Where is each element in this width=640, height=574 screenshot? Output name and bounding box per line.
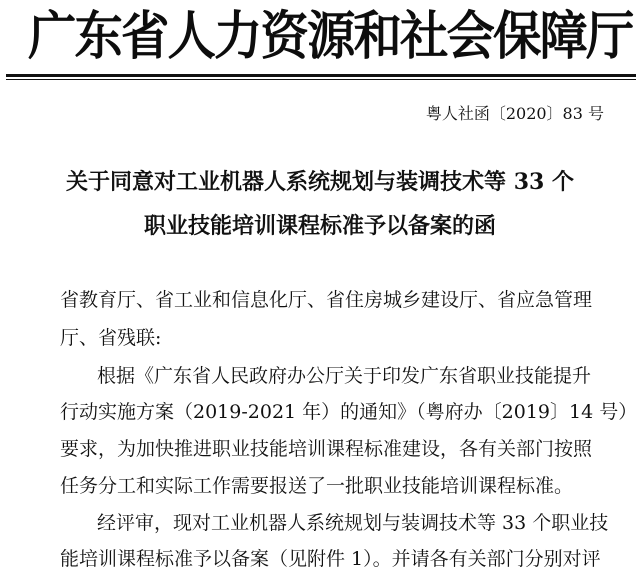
agency-letterhead: 广东省人力资源和社会保障厅 <box>28 6 633 67</box>
body-line: 经评审，现对工业机器人系统规划与装调技术等 33 个职业技 <box>97 512 609 534</box>
letterhead-rule-thick <box>6 74 636 77</box>
document-title-line: 关于同意对工业机器人系统规划与装调技术等 33 个 <box>66 169 574 195</box>
body-line: 要求，为加快推进职业技能培训课程标准建设，各有关部门按照 <box>60 438 593 460</box>
document-number: 粤人社函〔2020〕83 号 <box>425 104 604 123</box>
body-line: 任务分工和实际工作需要报送了一批职业技能培训课程标准。 <box>60 475 574 497</box>
body-line: 根据《广东省人民政府办公厅关于印发广东省职业技能提升 <box>97 365 592 387</box>
body-line-recipients: 省教育厅、省工业和信息化厅、省住房城乡建设厅、省应急管理 <box>60 289 593 311</box>
letterhead-rule-thin <box>6 79 636 80</box>
body-line-recipients-cont: 厅、省残联: <box>60 327 162 349</box>
body-line: 行动实施方案（2019-2021 年）的通知》（粤府办〔2019〕14 号） <box>60 401 638 423</box>
body-line: 能培训课程标准予以备案（见附件 1）。并请各有关部门分别对评 <box>60 548 601 570</box>
document-title-line: 职业技能培训课程标准予以备案的函 <box>143 213 496 239</box>
